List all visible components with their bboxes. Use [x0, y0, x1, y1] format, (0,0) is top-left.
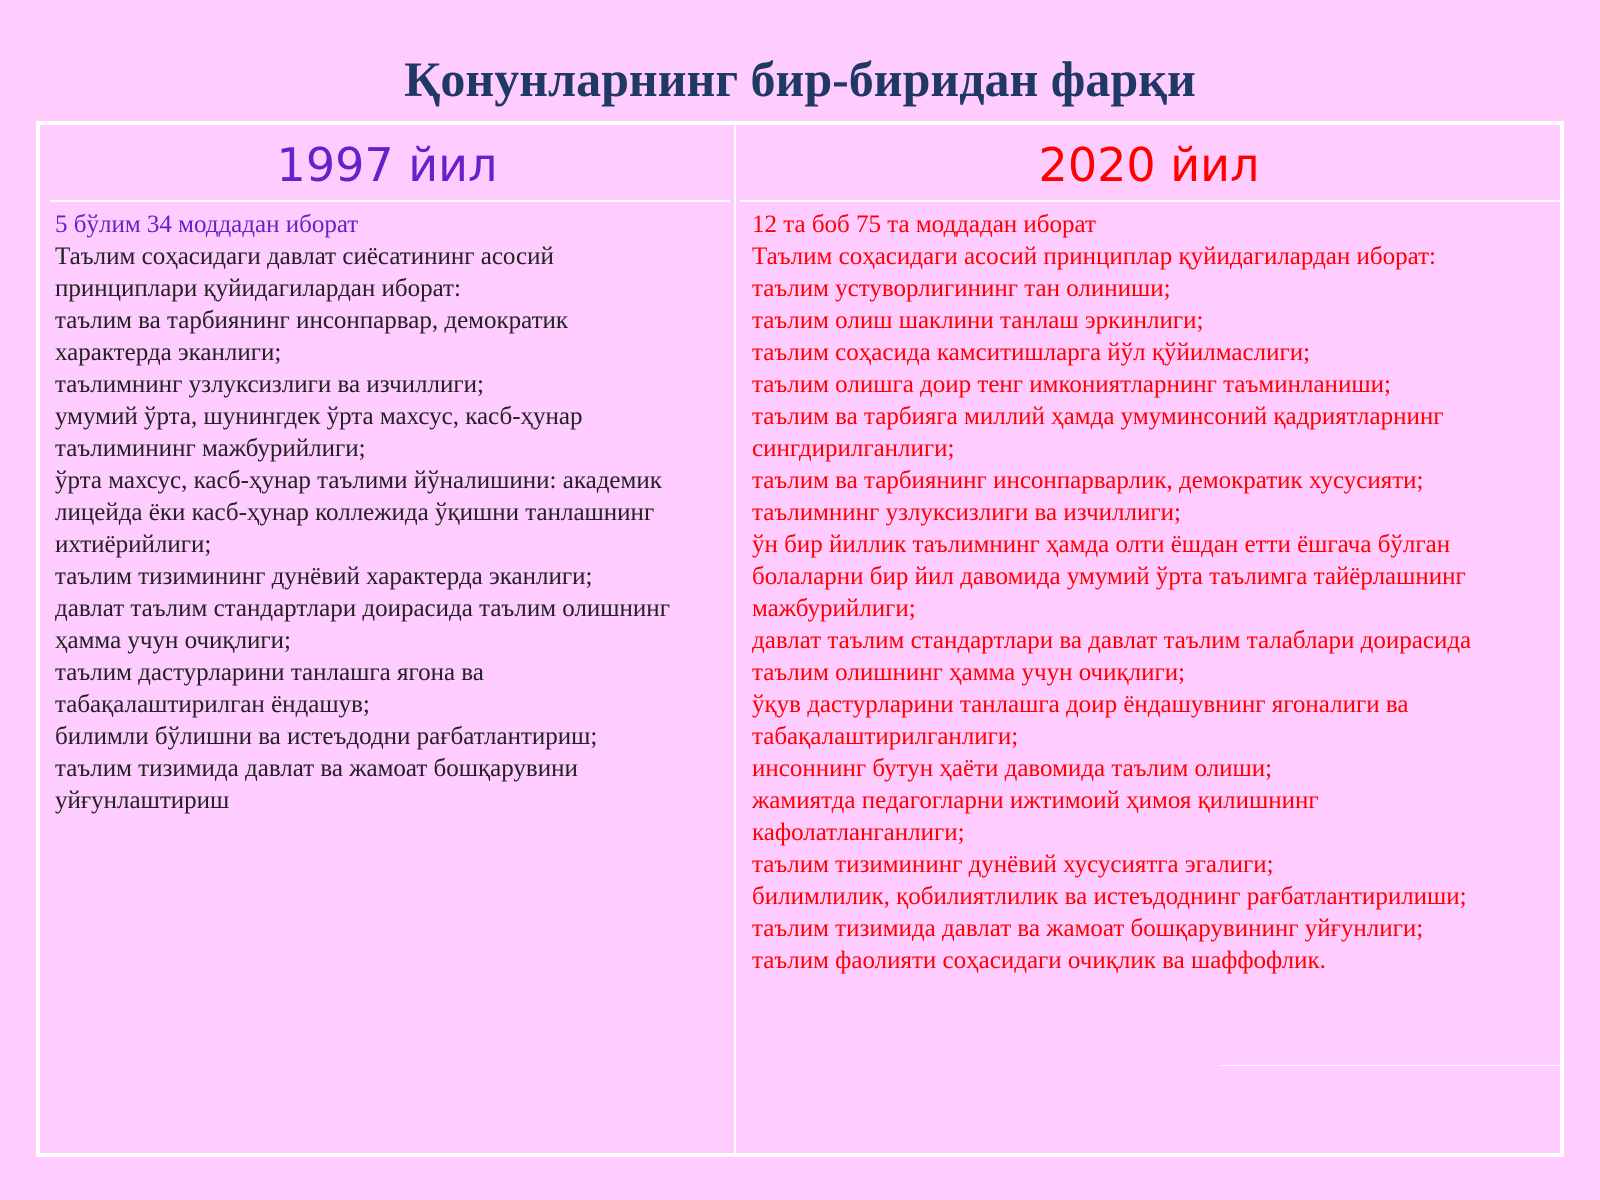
header-rule-right: [740, 200, 1560, 202]
principle-line: уйғунлаштириш: [55, 787, 230, 814]
principle-line: ҳамма учун очиқлиги;: [55, 627, 291, 654]
principle-line: таълимнинг узлуксизлиги ва изчиллиги;: [55, 371, 484, 398]
principle-line: таълим тизимида давлат ва жамоат бошқарувининг уйғунлиги;: [752, 915, 1424, 942]
principle-line: таълим тизимининг дунёвий характерда эканлиги;: [55, 563, 593, 590]
principle-line: таълим соҳасида камситишларга йўл қўйилмаслиги;: [752, 339, 1311, 366]
principle-line: сингдирилганлиги;: [752, 435, 955, 462]
principle-line: ихтиёрийлиги;: [55, 531, 212, 558]
column-header-2020: 2020 йил: [1038, 138, 1260, 192]
principle-line: таълим олиш шаклини танлаш эркинлиги;: [752, 307, 1204, 334]
column-header-1997: 1997 йил: [276, 138, 498, 192]
principle-line: Таълим соҳасидаги давлат сиёсатининг асосий: [55, 243, 554, 270]
principle-line: табақалаштирилганлиги;: [752, 723, 1019, 750]
principle-line: таълим ва тарбияга миллий ҳамда умуминсоний қадриятларнинг: [752, 403, 1444, 430]
faint-rule: [1220, 1065, 1560, 1066]
principle-line: умумий ўрта, шунингдек ўрта махсус, касб-ҳунар: [55, 403, 583, 430]
principle-line: давлат таълим стандартлари ва давлат таълим талаблари доирасида: [752, 627, 1472, 654]
principle-line: давлат таълим стандартлари доирасида таълим олишнинг: [55, 595, 670, 622]
header-rule-left: [50, 200, 730, 202]
principle-line: Таълим соҳасидаги асосий принциплар қуйидагилардан иборат:: [752, 243, 1436, 270]
principle-line: таълим олишга доир тенг имкониятларнинг таъминланиши;: [752, 371, 1391, 398]
principle-line: принциплари қуйидагилардан иборат:: [55, 275, 461, 302]
principle-line: билимли бўлишни ва истеъдодни рағбатлантириш;: [55, 723, 598, 750]
principle-line: ўқув дастурларини танлашга доир ёндашувнинг ягоналиги ва: [752, 691, 1409, 718]
column-divider: [734, 125, 736, 1153]
principle-line: ўн бир йиллик таълимнинг ҳамда олти ёшдан етти ёшгача бўлган: [752, 531, 1451, 558]
column-summary-1997: 5 бўлим 34 моддадан иборат: [55, 211, 359, 238]
principles-list-2020: [752, 241, 1552, 977]
column-body-1997: [55, 209, 725, 817]
column-body-2020: [752, 209, 1552, 977]
principle-line: мажбурийлиги;: [752, 595, 916, 622]
slide-title: Қонунларнинг бир-биридан фарқи: [404, 51, 1196, 107]
principle-line: ўрта махсус, касб-ҳунар таълими йўналишини: академик: [55, 467, 662, 494]
principle-line: характерда эканлиги;: [55, 339, 282, 366]
principle-line: инсоннинг бутун ҳаёти давомида таълим олиши;: [752, 755, 1273, 782]
principle-line: болаларни бир йил давомида умумий ўрта таълимга тайёрлашнинг: [752, 563, 1466, 590]
column-summary-2020: 12 та боб 75 та моддадан иборат: [752, 211, 1096, 238]
principle-line: лицейда ёки касб-ҳунар коллежида ўқишни танлашнинг: [55, 499, 655, 526]
principle-line: таълим тизимида давлат ва жамоат бошқарувини: [55, 755, 578, 782]
principles-list-1997: [55, 241, 725, 817]
principle-line: таълимининг мажбурийлиги;: [55, 435, 366, 462]
principle-line: кафолатланганлиги;: [752, 819, 965, 846]
principle-line: таълим олишнинг ҳамма учун очиқлиги;: [752, 659, 1186, 686]
principle-line: табақалаштирилган ёндашув;: [55, 691, 370, 718]
comparison-table: [36, 121, 1564, 1157]
principle-line: таълим дастурларини танлашга ягона ва: [55, 659, 484, 686]
principle-line: таълим устуворлигининг тан олиниши;: [752, 275, 1171, 302]
principle-line: жамиятда педагогларни ижтимоий ҳимоя қилишнинг: [752, 787, 1319, 814]
principle-line: таълим ва тарбиянинг инсонпарвар, демократик: [55, 307, 569, 334]
principle-line: таълим фаолияти соҳасидаги очиқлик ва шаффофлик.: [752, 947, 1326, 974]
principle-line: таълимнинг узлуксизлиги ва изчиллиги;: [752, 499, 1181, 526]
principle-line: таълим ва тарбиянинг инсонпарварлик, демократик хусусияти;: [752, 467, 1424, 494]
principle-line: таълим тизимининг дунёвий хусусиятга эгалиги;: [752, 851, 1274, 878]
principle-line: билимлилик, қобилиятлилик ва истеъдоднинг рағбатлантирилиши;: [752, 883, 1467, 910]
